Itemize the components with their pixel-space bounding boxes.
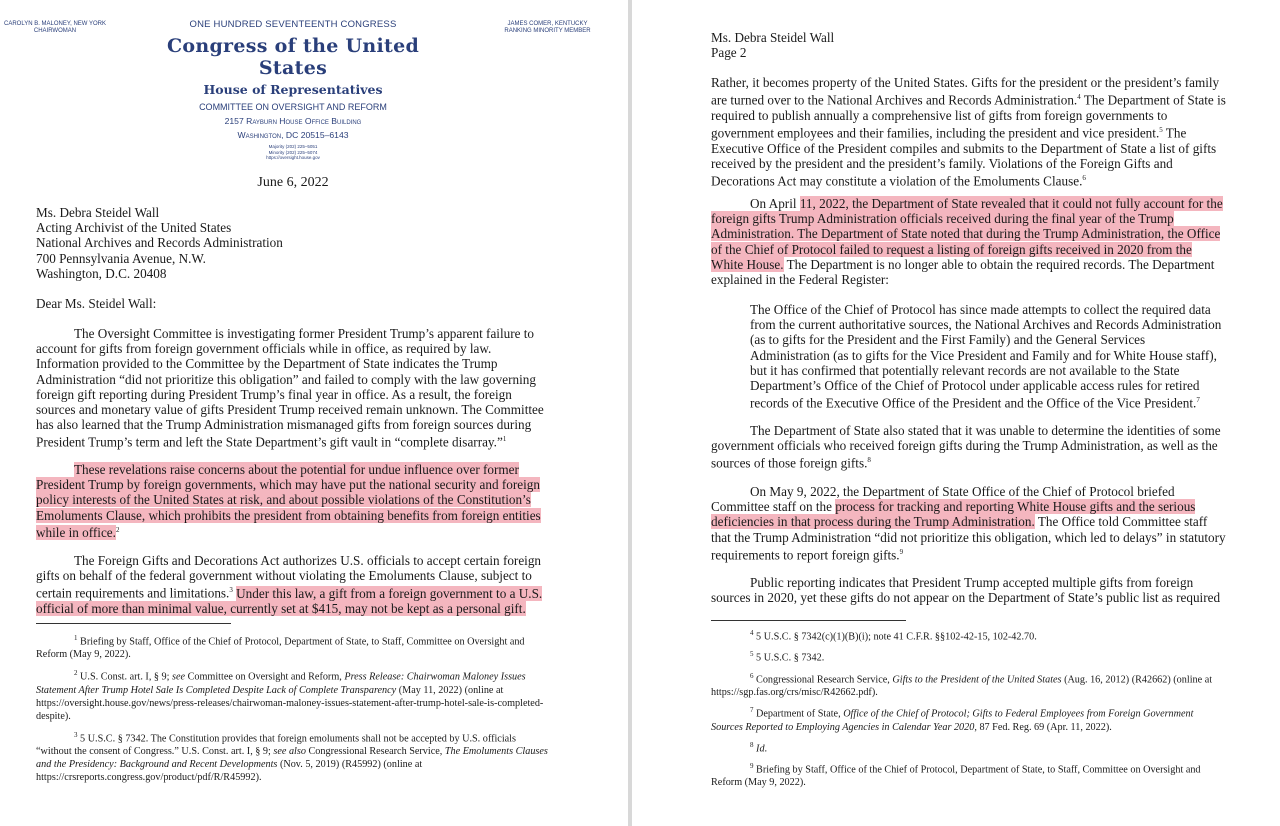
footnote-2-text-a: U.S. Const. art. I, § 9; bbox=[80, 671, 173, 683]
footnote-2-text-c: (May 11, 2022) (online at https://oversight.house.gov/news/press-releases/chairwoman-maloney-issues-statement-after-trump-hotel-sale-is-completed-despite). bbox=[36, 684, 544, 722]
recipient-agency: National Archives and Records Administration bbox=[36, 235, 283, 251]
footnote-4-text: 5 U.S.C. § 7342(c)(1)(B)(i); note 41 C.F.R. §§102-42-15, 102-42.70. bbox=[756, 631, 1037, 643]
committee-name: COMMITTEE ON OVERSIGHT AND REFORM bbox=[199, 102, 387, 112]
phone-numbers bbox=[143, 144, 443, 161]
footnote-4 bbox=[711, 627, 1226, 643]
highlighted-passage-3: 11, 2022, the Department of State revealed that it could not fully account for the foreign gifts Trump Administration officials received during the final year of the Trump Administration. The Department of State noted that during the Trump Administration, the Office of the Chief of Protocol failed to request a listing of foreign gifts received in 2020 from the White House. bbox=[711, 196, 1223, 272]
footnote-ref-8: 8 bbox=[867, 456, 871, 465]
letter-date: June 6, 2022 bbox=[257, 175, 329, 190]
footnote-7-text-a: Department of State, bbox=[756, 708, 844, 720]
p2-paragraph-3-text: The Department of State also stated that it was unable to determine the identities of some government officials who received foreign gifts during the Trump Administration, as well as the sources of those foreign gifts. bbox=[711, 423, 1221, 471]
footnote-7-italic: Office of the Chief of Protocol; Gifts to Federal Employees from Foreign Government Sources Reported to Employing Agencies in Calendar Year 2020 bbox=[711, 708, 1194, 733]
block-quote-text: The Office of the Chief of Protocol has since made attempts to collect the required data from the current authoritative sources, the National Archives and Records Administration (as to gifts for the President and the First Family) and the General Services Administration (as to gifts for the Vice President and Family and for White House staff), but it has confirmed that potentially relevant records are not available to the State Department’s Office of the Chief of Protocol under applicable access rules for retired records of the Executive Office of the President and the Office of the Vice President. bbox=[750, 302, 1222, 411]
page-2-header-name: Ms. Debra Steidel Wall bbox=[711, 30, 835, 45]
footnote-ref-2: 2 bbox=[115, 525, 120, 534]
letter-page-2 bbox=[632, 0, 1280, 826]
footnote-3-italic-a: see also bbox=[273, 746, 306, 758]
letterhead bbox=[143, 0, 443, 161]
footnote-7 bbox=[711, 704, 1226, 733]
footnote-6-text-b: (Aug. 16, 2012) (R42662) (online at https://sgp.fas.org/crs/misc/R42662.pdf). bbox=[711, 674, 1213, 699]
ranking-name: JAMES COMER, KENTUCKY bbox=[507, 21, 588, 27]
footnote-6-text-a: Congressional Research Service, bbox=[756, 674, 893, 686]
highlighted-passage-2: Under this law, a gift from a foreign government to a U.S. official of more than minimal value, currently set at $415, may not be kept as a personal gift. bbox=[36, 585, 543, 616]
p2-paragraph-5-text: Public reporting indicates that President Trump accepted multiple gifts from foreign sources in 2020, yet these gifts do not appear on the Department of State’s public list as required bbox=[711, 575, 1221, 606]
p2-paragraph-4 bbox=[711, 484, 1226, 562]
page-2-header bbox=[711, 30, 834, 60]
footnote-divider-2 bbox=[711, 620, 906, 621]
chairwoman-block bbox=[0, 21, 110, 35]
paragraph-3-text: The Foreign Gifts and Decorations Act authorizes U.S. officials to accept certain foreign gifts on behalf of the federal government without violating the Emoluments Clause, subject to certain requirements and limitations. bbox=[36, 553, 542, 601]
p2-paragraph-5 bbox=[711, 575, 1226, 605]
recipient-address bbox=[36, 205, 456, 281]
p2-paragraph-1 bbox=[711, 75, 1226, 189]
footnote-5-text: 5 U.S.C. § 7342. bbox=[756, 652, 825, 664]
footnote-9 bbox=[711, 760, 1226, 789]
footnote-6-italic: Gifts to the President of the United States bbox=[892, 674, 1062, 686]
majority-phone: Majority (202) 225–5051 bbox=[268, 144, 318, 149]
p2-paragraph-4-text-a: On May 9, 2022, the Department of State Office of the Chief of Protocol briefed Committee staff on the bbox=[711, 484, 1175, 515]
p2-paragraph-4-text-b: The Office told Committee staff that the Trump Administration “did not prioritize this obligation, which led to delays” in statutory requirements to report foreign gifts. bbox=[711, 514, 1226, 563]
footnote-3-text-b: Congressional Research Service, bbox=[305, 746, 445, 758]
salutation: Dear Ms. Steidel Wall: bbox=[36, 296, 157, 311]
paragraph-2 bbox=[36, 462, 552, 540]
congress-label: ONE HUNDRED SEVENTEENTH CONGRESS bbox=[189, 19, 397, 30]
letterhead-house: House of Representatives bbox=[203, 82, 383, 97]
footnote-7-number: 7 bbox=[750, 706, 754, 715]
footnote-ref-5: 5 bbox=[1159, 126, 1163, 134]
p2-paragraph-1-text-b: The Department of State is required to publish annually a comprehensive list of gifts from foreign governments to government employees and their families, including the president and vice president. bbox=[711, 92, 1226, 141]
footnote-ref-7: 7 bbox=[1196, 396, 1200, 405]
footnote-6 bbox=[711, 670, 1226, 699]
committee-address-2: Washington, DC 20515–6143 bbox=[237, 130, 349, 140]
footnote-ref-1: 1 bbox=[502, 435, 507, 444]
footnotes-page-1 bbox=[36, 632, 552, 790]
footnote-1-number: 1 bbox=[74, 634, 78, 642]
committee-url: https://oversight.house.gov bbox=[266, 155, 320, 160]
recipient-city: Washington, D.C. 20408 bbox=[36, 265, 167, 281]
footnote-divider bbox=[36, 623, 231, 624]
highlighted-passage-4: process for tracking and reporting White House gifts and the serious deficiencies in that process during the Trump Administration. bbox=[711, 499, 1196, 530]
ranking-title: RANKING MINORITY MEMBER bbox=[504, 28, 591, 34]
paragraph-1 bbox=[36, 326, 552, 450]
footnote-3 bbox=[36, 729, 552, 784]
footnote-5 bbox=[711, 648, 1226, 664]
footnote-2-italic-b: Press Release: Chairwoman Maloney Issues Statement After Trump Hotel Sale Is Completed Despite Lack of Complete Transparency bbox=[36, 671, 526, 696]
paragraph-1-text: The Oversight Committee is investigating former President Trump’s apparent failure to account for gifts from foreign government officials while in office, as required by law. Information provided to the Committee by the Department of State indicates the Trump Administration “did not prioritize this obligation” and failed to comply with the law governing foreign gift reporting during President Trump’s final year in office. As a result, the foreign sources and monetary value of gifts President Trump received remain unknown. The Committee has also learned that the Trump Administration mismanaged gifts from foreign sources during President Trump’s term and left the State Department’s gift vault in “complete disarray.” bbox=[36, 326, 544, 450]
footnote-1 bbox=[36, 632, 552, 661]
footnote-8-text: . bbox=[764, 742, 768, 754]
recipient-name: Ms. Debra Steidel Wall bbox=[36, 205, 160, 220]
block-quote bbox=[750, 302, 1226, 411]
footnote-5-number: 5 bbox=[750, 650, 754, 659]
p2-paragraph-2-text-a: On April bbox=[750, 196, 800, 211]
footnotes-page-2 bbox=[711, 627, 1226, 794]
recipient-title: Acting Archivist of the United States bbox=[36, 220, 232, 236]
footnote-2-number: 2 bbox=[74, 669, 78, 678]
p2-paragraph-3 bbox=[711, 423, 1226, 471]
footnote-ref-3: 3 bbox=[229, 586, 233, 595]
p2-paragraph-2 bbox=[711, 196, 1226, 287]
footnote-3-text-a: 5 U.S.C. § 7342. The Constitution provides that foreign emoluments shall not be accepted by U.S. officials “without the consent of Congress.” U.S. Const. art. I, § 9; bbox=[36, 733, 516, 758]
chair-title: CHAIRWOMAN bbox=[33, 28, 77, 34]
letterhead-title: Congress of the United States bbox=[166, 35, 420, 79]
footnote-2-text-b: Committee on Oversight and Reform, bbox=[185, 671, 345, 683]
footnote-7-text-b: , 87 Fed. Reg. 69 (Apr. 11, 2022). bbox=[974, 721, 1112, 733]
minority-phone: Minority (202) 225–5074 bbox=[268, 149, 318, 155]
footnote-3-text-c: (Nov. 5, 2019) (R45992) (online at https://crsreports.congress.gov/product/pdf/R/R45992). bbox=[36, 759, 423, 784]
footnote-8-italic: Id bbox=[756, 742, 765, 754]
footnote-1-text: Briefing by Staff, Office of the Chief of Protocol, Department of State, to Staff, Committee on Oversight and Reform (May 9, 2022). bbox=[36, 636, 525, 661]
footnote-ref-4: 4 bbox=[1077, 93, 1081, 102]
footnote-8-number: 8 bbox=[750, 740, 754, 749]
recipient-street: 700 Pennsylvania Avenue, N.W. bbox=[36, 250, 206, 266]
page-2-header-number: Page 2 bbox=[711, 45, 747, 61]
footnote-2 bbox=[36, 667, 552, 722]
footnote-9-text: Briefing by Staff, Office of the Chief of Protocol, Department of State, to Staff, Committee on Oversight and Reform (May 9, 2022). bbox=[711, 764, 1201, 789]
footnote-6-number: 6 bbox=[750, 671, 754, 680]
p2-paragraph-1-text-a: Rather, it becomes property of the United States. Gifts for the president or the president’s family are turned over to the National Archives and Records Administration. bbox=[711, 75, 1220, 108]
footnote-2-italic-a: see bbox=[172, 671, 186, 683]
p2-paragraph-1-text-c: The Executive Office of the President compiles and submits to the Department of State a list of gifts received by the president and the president’s family. Violations of the Foreign Gifts and Decorations Act may constitute a violation of the Emoluments Clause. bbox=[711, 125, 1217, 189]
letter-page-1 bbox=[0, 0, 628, 826]
highlighted-passage-1: These revelations raise concerns about the potential for undue influence over former President Trump by foreign governments, which may have put the national security and foreign policy interests of the United States at risk, and about possible violations of the Constitution’s Emoluments Clause, which prohibits the president from obtaining benefits from foreign entities while in office. bbox=[36, 462, 541, 541]
footnote-3-italic-b: The Emoluments Clauses and the Presidency: Background and Recent Developments bbox=[36, 746, 548, 771]
chair-name: CAROLYN B. MALONEY, NEW YORK bbox=[3, 21, 107, 27]
footnote-ref-6: 6 bbox=[1082, 174, 1086, 182]
footnote-4-number: 4 bbox=[750, 629, 754, 637]
footnote-8 bbox=[711, 739, 1226, 755]
paragraph-3 bbox=[36, 553, 552, 616]
footnote-9-number: 9 bbox=[750, 761, 754, 770]
ranking-member-block bbox=[495, 21, 600, 35]
footnote-3-number: 3 bbox=[74, 730, 78, 739]
p2-paragraph-2-text-b: The Department is no longer able to obtain the required records. The Department explained in the Federal Register: bbox=[711, 256, 1215, 288]
committee-address-1: 2157 Rayburn House Office Building bbox=[224, 116, 362, 126]
footnote-ref-9: 9 bbox=[899, 547, 904, 556]
